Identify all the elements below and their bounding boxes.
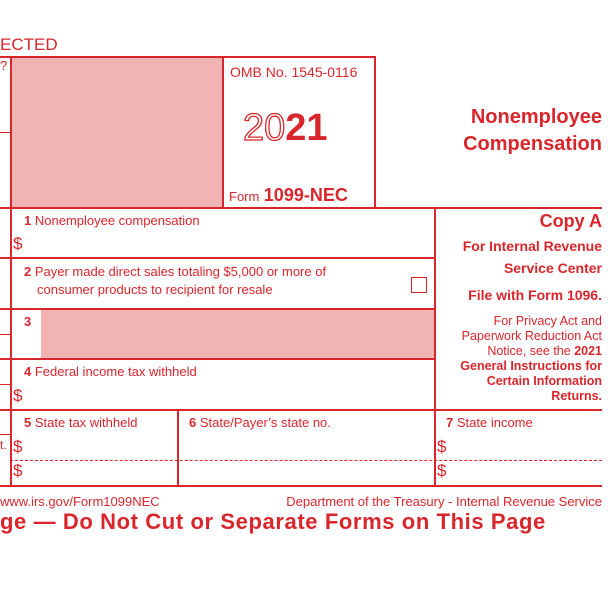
omb-number: OMB No. 1545-0116 [230,64,358,80]
box4-text: Federal income tax withheld [34,364,197,379]
box2-label-l1 [24,264,326,279]
year-outline: 20 [243,107,286,149]
title-line1: Nonemployee [470,106,602,128]
footer-url: www.irs.gov/Form1099NEC [0,494,160,509]
left-tick-2 [0,334,10,335]
form-id [229,185,348,206]
box5-text: State tax withheld [34,415,138,430]
box6-label [189,415,331,430]
box2-number: 2 [24,264,32,279]
privacy-line3-year: 2021 [574,344,602,358]
form-number: 1099-NEC [263,185,348,205]
form-word: Form [229,189,260,204]
state-row-divider [10,460,602,461]
box5-dollar-2: $ [13,461,23,480]
shaded-payer-area [12,58,222,207]
box5-number: 5 [24,415,32,430]
privacy-line2: Paperwork Reduction Act [461,329,602,343]
box1-dollar: $ [13,234,23,253]
box1-label [24,213,200,228]
shaded-box3 [41,310,434,358]
left-tick-3 [0,384,10,385]
irs-line1: For Internal Revenue [462,238,602,254]
title-line2: Compensation [463,133,602,155]
rule-box3-bottom [0,358,435,360]
box4-dollar: $ [13,386,23,405]
box7-dollar-1: $ [437,437,447,456]
left-tick-4 [0,434,10,435]
privacy-line5: Certain Information [486,374,602,388]
rule-box1-bottom [0,257,435,259]
box6-text: State/Payer’s state no. [199,415,331,430]
header-fragment: ECTED [0,35,58,54]
box2-label-l2: consumer products to recipient for resale [37,282,273,297]
omb-right-rule [374,56,376,208]
box5-label [24,415,137,430]
do-not-cut-banner: ge — Do Not Cut or Separate Forms on This Page [0,509,546,534]
left-tick-1 [0,132,10,133]
rule-bottom [0,485,602,487]
box3-number: 3 [24,314,32,329]
privacy-line3-prefix: Notice, see the [487,344,571,358]
box7-text: State income [456,415,533,430]
privacy-line6: Returns. [551,389,602,403]
box7-dollar-2: $ [437,461,447,480]
direct-sales-checkbox[interactable] [411,277,427,293]
rule-box4-bottom [0,409,602,411]
privacy-line4: General Instructions for [460,359,602,373]
box1-text: Nonemployee compensation [34,213,200,228]
copy-label: Copy A [539,211,602,231]
box5-dollar-1: $ [13,437,23,456]
shaded-right-rule [222,56,224,208]
box7-label [446,415,533,430]
footer-dept: Department of the Treasury - Internal Revenue Service [286,494,602,509]
left-fragment-1: ? [0,58,8,73]
rule-top-grid [0,207,602,209]
privacy-notice [436,314,602,404]
file-with: File with Form 1096. [468,287,602,303]
box1-number: 1 [24,213,32,228]
privacy-line1: For Privacy Act and [493,314,602,328]
box4-number: 4 [24,364,32,379]
box2-text-l1: Payer made direct sales totaling $5,000 or more of [34,264,327,279]
box5-right-rule [177,409,179,485]
box4-label [24,364,197,379]
left-fragment-2: t. [0,438,7,452]
box7-number: 7 [446,415,454,430]
year-bold: 21 [285,107,328,149]
box6-number: 6 [189,415,197,430]
tax-year [243,106,328,150]
irs-line2: Service Center [503,260,602,276]
privacy-line3 [436,344,602,359]
